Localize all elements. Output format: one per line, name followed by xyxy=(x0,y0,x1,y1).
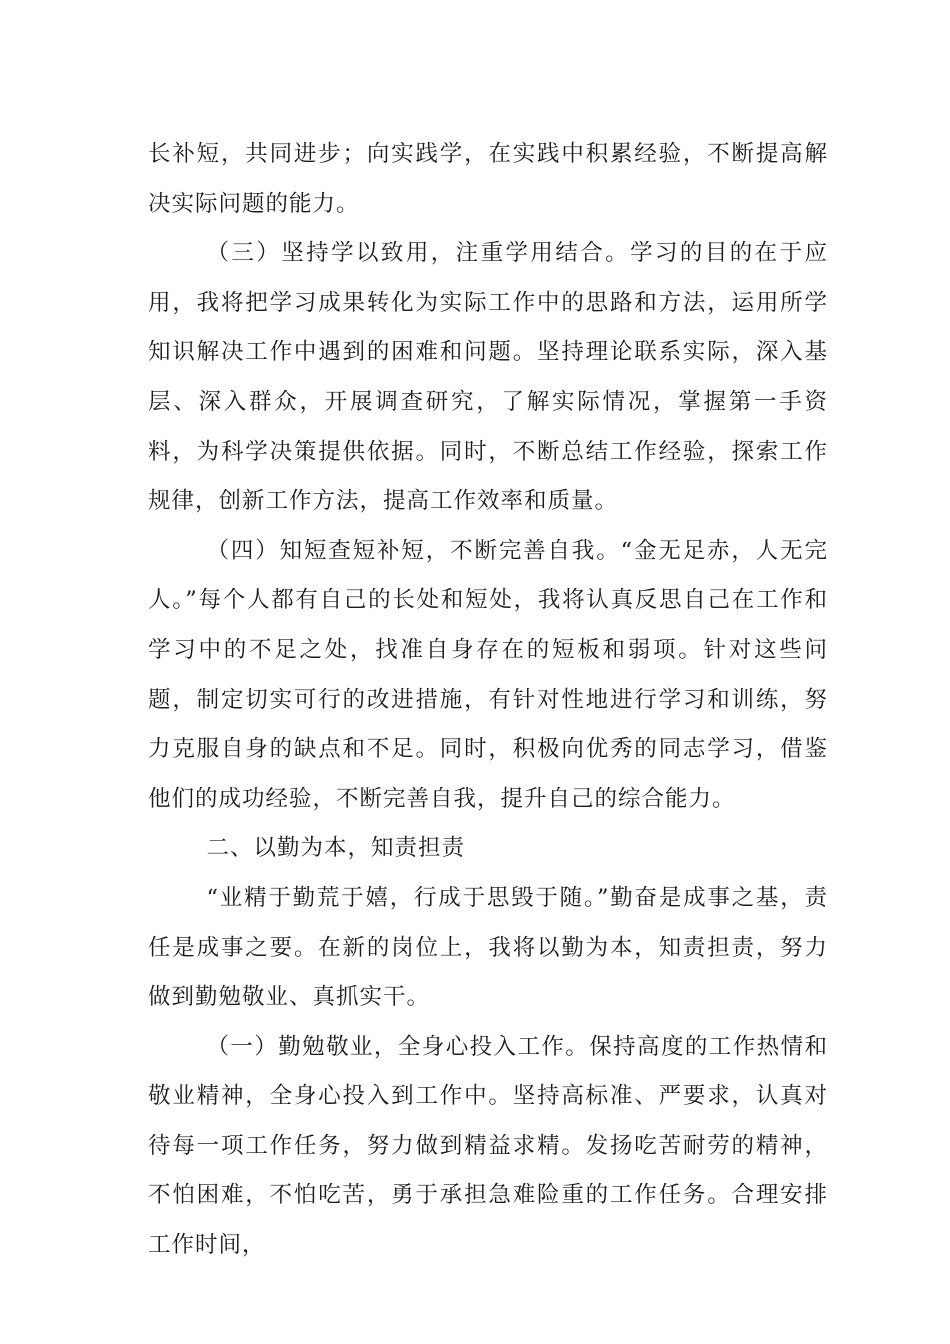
paragraph-section-three: （三）坚持学以致用，注重学用结合。学习的目的在于应用，我将把学习成果转化为实际工作中的思路和方法，运用所学知识解决工作中遇到的困难和问题。坚持理论联系实际，深入基层、深入群众，开展调查研究，了解实际情况，掌握第一手资料，为科学决策提供依据。同时，不断总结工作经验，探索工作规律，创新工作方法，提高工作效率和质量。 xyxy=(148,240,828,515)
paragraph-intro-diligence: “业精于勤荒于嬉，行成于思毁于随。”勤奋是成事之基，责任是成事之要。在新的岗位上，我将以勤为本，知责担责，努力做到勤勉敬业、真抓实干。 xyxy=(148,884,828,1011)
paragraph-continuation: 长补短，共同进步；向实践学，在实践中积累经验，不断提高解决实际问题的能力。 xyxy=(148,141,828,217)
paragraph-section-four: （四）知短查短补短，不断完善自我。“金无足赤，人无完人。”每个人都有自己的长处和短处，我将认真反思自己在工作和学习中的不足之处，找准自身存在的短板和弱项。针对这些问题，制定切实可行的改进措施，有针对性地进行学习和训练，努力克服自身的缺点和不足。同时，积极向优秀的同志学习，借鉴他们的成功经验，不断完善自我，提升自己的综合能力。 xyxy=(148,537,828,812)
document-body xyxy=(148,130,828,1271)
paragraph-subsection-one: （一）勤勉敬业，全身心投入工作。保持高度的工作热情和敬业精神，全身心投入到工作中。坚持高标准、严要求，认真对待每一项工作任务，努力做到精益求精。发扬吃苦耐劳的精神，不怕困难，不怕吃苦，勇于承担急难险重的工作任务。合理安排工作时间， xyxy=(148,1033,828,1259)
section-heading-two: 二、以勤为本，知责担责 xyxy=(206,835,466,862)
